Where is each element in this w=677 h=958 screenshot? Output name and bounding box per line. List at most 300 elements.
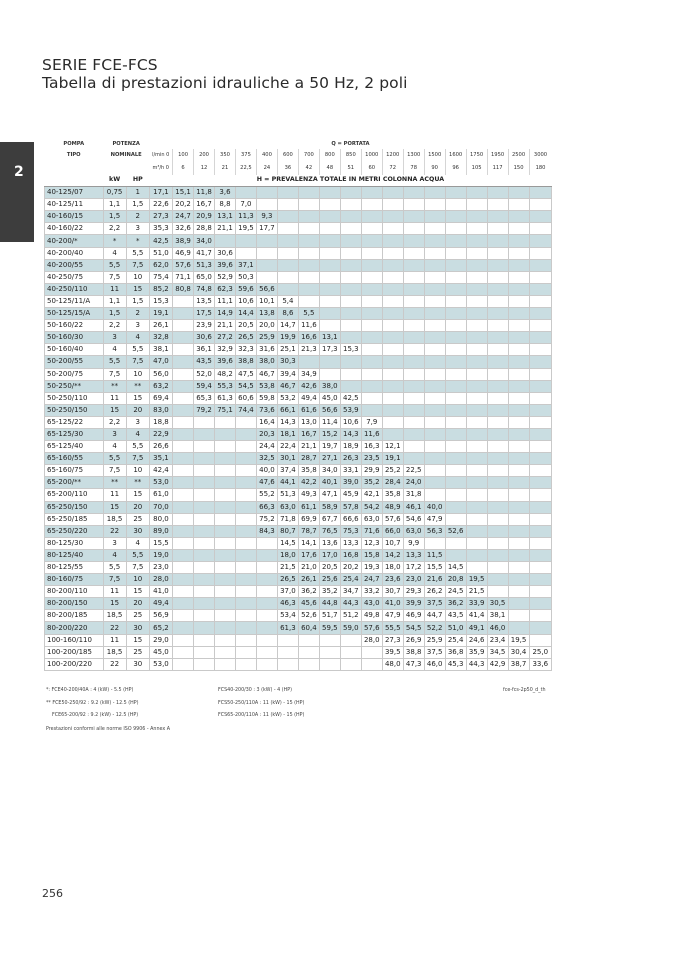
head-value: 52,6 bbox=[445, 525, 466, 537]
pump-model: 65-125/40 bbox=[45, 441, 104, 453]
power-kw: 7,5 bbox=[103, 271, 126, 283]
head-value: 13,6 bbox=[319, 537, 340, 549]
head-value: 24,0 bbox=[403, 477, 424, 489]
head-value bbox=[215, 562, 236, 574]
power-hp: 20 bbox=[126, 404, 149, 416]
head-value bbox=[194, 622, 215, 634]
head-value: 11,3 bbox=[235, 211, 256, 223]
head-value: 57,6 bbox=[382, 513, 403, 525]
flow-m3h-header: 48 bbox=[319, 162, 340, 175]
head-value bbox=[215, 465, 236, 477]
head-value: 33,9 bbox=[466, 598, 487, 610]
table-row bbox=[45, 441, 552, 453]
head-value bbox=[194, 646, 215, 658]
power-kw: ** bbox=[103, 380, 126, 392]
head-value bbox=[508, 441, 529, 453]
head-value: 73,6 bbox=[256, 404, 277, 416]
head-value: 34,0 bbox=[319, 465, 340, 477]
head-value: 15,1 bbox=[173, 187, 194, 199]
power-kw: 5,5 bbox=[103, 562, 126, 574]
table-row bbox=[45, 416, 552, 428]
head-at-zero-flow: 63,2 bbox=[149, 380, 172, 392]
head-value bbox=[466, 513, 487, 525]
power-hp: 25 bbox=[126, 646, 149, 658]
head-value: 30,7 bbox=[382, 586, 403, 598]
flow-lmin-header: 800 bbox=[319, 149, 340, 162]
pump-model: 100-160/110 bbox=[45, 634, 104, 646]
head-value bbox=[319, 259, 340, 271]
power-kw: 1,5 bbox=[103, 211, 126, 223]
head-value: 63,0 bbox=[277, 501, 298, 513]
power-kw: 4 bbox=[103, 441, 126, 453]
pump-model: 40-160/15 bbox=[45, 211, 104, 223]
head-value bbox=[340, 247, 361, 259]
head-value bbox=[361, 235, 382, 247]
head-value: 24,7 bbox=[173, 211, 194, 223]
power-hp: 30 bbox=[126, 658, 149, 670]
head-value: 29,3 bbox=[403, 586, 424, 598]
head-value bbox=[173, 344, 194, 356]
head-value bbox=[508, 199, 529, 211]
head-at-zero-flow: 18,8 bbox=[149, 416, 172, 428]
head-value: 43,5 bbox=[194, 356, 215, 368]
power-hp: 15 bbox=[126, 489, 149, 501]
head-at-zero-flow: 15,3 bbox=[149, 295, 172, 307]
head-value: 43,5 bbox=[445, 610, 466, 622]
head-value bbox=[403, 380, 424, 392]
head-value bbox=[194, 634, 215, 646]
head-value: 26,9 bbox=[403, 634, 424, 646]
head-at-zero-flow: 29,0 bbox=[149, 634, 172, 646]
head-value bbox=[424, 416, 445, 428]
head-value bbox=[361, 404, 382, 416]
head-value bbox=[487, 404, 508, 416]
head-value bbox=[319, 283, 340, 295]
flow-m3h-header: 105 bbox=[466, 162, 487, 175]
head-value bbox=[319, 658, 340, 670]
head-value: 14,4 bbox=[235, 308, 256, 320]
head-value bbox=[445, 368, 466, 380]
head-value bbox=[529, 416, 551, 428]
table-row bbox=[45, 283, 552, 295]
pump-model: 40-250/110 bbox=[45, 283, 104, 295]
power-hp: 5,5 bbox=[126, 441, 149, 453]
head-value bbox=[194, 598, 215, 610]
head-value bbox=[256, 259, 277, 271]
head-value bbox=[173, 453, 194, 465]
head-value bbox=[445, 295, 466, 307]
power-kw: 0,75 bbox=[103, 187, 126, 199]
head-at-zero-flow: 62,0 bbox=[149, 259, 172, 271]
head-value bbox=[215, 537, 236, 549]
head-value: 5,4 bbox=[277, 295, 298, 307]
head-value bbox=[424, 223, 445, 235]
iso-note: Prestazioni conformi alle norme ISO 9906 - Annex A bbox=[46, 727, 170, 732]
page-number: 256 bbox=[42, 887, 63, 900]
head-value: 63,0 bbox=[361, 513, 382, 525]
table-row bbox=[45, 622, 552, 634]
head-value: 42,1 bbox=[361, 489, 382, 501]
head-value: 36,2 bbox=[298, 586, 319, 598]
head-value bbox=[215, 453, 236, 465]
head-value: 59,0 bbox=[340, 622, 361, 634]
head-value: 60,6 bbox=[235, 392, 256, 404]
head-value bbox=[319, 271, 340, 283]
head-value bbox=[424, 453, 445, 465]
head-value: 75,1 bbox=[215, 404, 236, 416]
head-value bbox=[361, 187, 382, 199]
head-value: 11,5 bbox=[424, 549, 445, 561]
head-value bbox=[382, 428, 403, 440]
table-row bbox=[45, 247, 552, 259]
head-value bbox=[256, 199, 277, 211]
head-value bbox=[487, 211, 508, 223]
head-value bbox=[361, 247, 382, 259]
head-value bbox=[215, 416, 236, 428]
pump-model: 50-160/30 bbox=[45, 332, 104, 344]
page-subtitle: Tabella di prestazioni idrauliche a 50 Hz, 2 poli bbox=[42, 74, 408, 92]
head-value bbox=[529, 223, 551, 235]
head-value: 80,8 bbox=[173, 283, 194, 295]
head-value bbox=[173, 404, 194, 416]
head-value: 66,6 bbox=[340, 513, 361, 525]
head-value bbox=[361, 283, 382, 295]
footnote-3: FCE65-200/92 : 9.2 (kW) - 12.5 (HP) bbox=[52, 713, 139, 718]
head-value: 46,7 bbox=[256, 368, 277, 380]
head-value: 20,0 bbox=[256, 320, 277, 332]
table-row bbox=[45, 380, 552, 392]
head-value bbox=[256, 622, 277, 634]
head-value bbox=[487, 283, 508, 295]
power-hp: 10 bbox=[126, 574, 149, 586]
power-kw: 11 bbox=[103, 392, 126, 404]
power-kw: 4 bbox=[103, 344, 126, 356]
head-value bbox=[466, 537, 487, 549]
head-value bbox=[445, 392, 466, 404]
head-value bbox=[487, 562, 508, 574]
head-value bbox=[529, 368, 551, 380]
head-value bbox=[173, 477, 194, 489]
power-kw: 5,5 bbox=[103, 356, 126, 368]
head-value bbox=[466, 344, 487, 356]
head-value bbox=[487, 271, 508, 283]
head-value bbox=[361, 380, 382, 392]
head-value bbox=[361, 658, 382, 670]
head-value bbox=[173, 356, 194, 368]
power-hp: 5,5 bbox=[126, 247, 149, 259]
head-value bbox=[529, 428, 551, 440]
head-value bbox=[173, 525, 194, 537]
head-value: 40,0 bbox=[256, 465, 277, 477]
head-value bbox=[529, 586, 551, 598]
head-value: 39,5 bbox=[382, 646, 403, 658]
head-value bbox=[508, 465, 529, 477]
head-value bbox=[403, 187, 424, 199]
header-tipo: TIPO bbox=[66, 151, 81, 158]
head-value: 26,1 bbox=[298, 574, 319, 586]
head-value bbox=[487, 501, 508, 513]
head-value bbox=[340, 646, 361, 658]
header-nominale: NOMINALE bbox=[110, 151, 142, 158]
head-value bbox=[529, 392, 551, 404]
head-value: 66,1 bbox=[277, 404, 298, 416]
pump-model: 50-160/40 bbox=[45, 344, 104, 356]
pump-model: 80-125/30 bbox=[45, 537, 104, 549]
head-value bbox=[508, 574, 529, 586]
head-value bbox=[529, 320, 551, 332]
head-value bbox=[361, 295, 382, 307]
head-value bbox=[235, 658, 256, 670]
head-value bbox=[235, 574, 256, 586]
head-value bbox=[487, 320, 508, 332]
head-value bbox=[340, 356, 361, 368]
power-hp: 5,5 bbox=[126, 344, 149, 356]
power-hp: 2 bbox=[126, 308, 149, 320]
head-value: 20,5 bbox=[235, 320, 256, 332]
pump-model: 50-125/15/A bbox=[45, 308, 104, 320]
head-value bbox=[508, 271, 529, 283]
power-hp: 30 bbox=[126, 622, 149, 634]
power-kw: 18,5 bbox=[103, 513, 126, 525]
head-at-zero-flow: 42,5 bbox=[149, 235, 172, 247]
head-value bbox=[277, 247, 298, 259]
flow-m3h-header: 117 bbox=[487, 162, 508, 175]
head-value: 47,9 bbox=[382, 610, 403, 622]
head-value bbox=[277, 211, 298, 223]
head-value: 54,5 bbox=[403, 622, 424, 634]
head-at-zero-flow: 32,8 bbox=[149, 332, 172, 344]
head-value bbox=[529, 501, 551, 513]
head-value bbox=[340, 283, 361, 295]
head-value bbox=[487, 441, 508, 453]
head-value bbox=[277, 658, 298, 670]
pump-model: 65-160/55 bbox=[45, 453, 104, 465]
head-value: 36,1 bbox=[194, 344, 215, 356]
power-hp: 3 bbox=[126, 320, 149, 332]
head-value bbox=[235, 549, 256, 561]
head-value bbox=[361, 320, 382, 332]
head-value bbox=[403, 235, 424, 247]
head-value bbox=[194, 562, 215, 574]
head-value: 37,1 bbox=[235, 259, 256, 271]
power-kw: 18,5 bbox=[103, 610, 126, 622]
head-value: 37,5 bbox=[424, 646, 445, 658]
head-value bbox=[382, 283, 403, 295]
head-value bbox=[256, 574, 277, 586]
head-value bbox=[173, 658, 194, 670]
table-row bbox=[45, 489, 552, 501]
footnote-1: *: FCE40-200/40A : 4 (kW) - 5.5 (HP) bbox=[46, 688, 134, 693]
power-hp: 7,5 bbox=[126, 259, 149, 271]
head-value bbox=[256, 610, 277, 622]
head-value bbox=[403, 199, 424, 211]
power-hp: ** bbox=[126, 477, 149, 489]
head-value bbox=[445, 453, 466, 465]
pump-model: 65-250/220 bbox=[45, 525, 104, 537]
head-at-zero-flow: 19,1 bbox=[149, 308, 172, 320]
head-value: 38,0 bbox=[256, 356, 277, 368]
head-value: 30,4 bbox=[508, 646, 529, 658]
head-value: 20,2 bbox=[340, 562, 361, 574]
head-value: 84,3 bbox=[256, 525, 277, 537]
head-value: 30,1 bbox=[277, 453, 298, 465]
head-value: 18,1 bbox=[277, 428, 298, 440]
head-value: 75,2 bbox=[256, 513, 277, 525]
head-value bbox=[382, 259, 403, 271]
head-at-zero-flow: 42,4 bbox=[149, 465, 172, 477]
head-value bbox=[424, 247, 445, 259]
head-value bbox=[487, 477, 508, 489]
head-value: 13,1 bbox=[215, 211, 236, 223]
head-value: 17,3 bbox=[319, 344, 340, 356]
head-at-zero-flow: 53,0 bbox=[149, 477, 172, 489]
head-value: 46,3 bbox=[277, 598, 298, 610]
head-value bbox=[508, 320, 529, 332]
head-value bbox=[235, 465, 256, 477]
head-value: 37,4 bbox=[277, 465, 298, 477]
head-value: 25,1 bbox=[277, 344, 298, 356]
head-value bbox=[487, 549, 508, 561]
head-value bbox=[508, 598, 529, 610]
head-value: 13,5 bbox=[194, 295, 215, 307]
head-value bbox=[466, 247, 487, 259]
head-value: 10,6 bbox=[340, 416, 361, 428]
head-value bbox=[403, 259, 424, 271]
head-value bbox=[445, 308, 466, 320]
head-value bbox=[466, 441, 487, 453]
pump-model: 80-200/220 bbox=[45, 622, 104, 634]
head-value: 53,2 bbox=[277, 392, 298, 404]
head-value: 14,3 bbox=[340, 428, 361, 440]
head-value bbox=[235, 428, 256, 440]
head-at-zero-flow: 35,1 bbox=[149, 453, 172, 465]
head-value: 16,7 bbox=[194, 199, 215, 211]
head-value: 44,3 bbox=[340, 598, 361, 610]
head-value: 24,4 bbox=[256, 441, 277, 453]
head-value bbox=[235, 247, 256, 259]
head-value bbox=[466, 549, 487, 561]
performance-table bbox=[44, 140, 552, 671]
power-kw: 1,1 bbox=[103, 295, 126, 307]
head-value: 61,1 bbox=[298, 501, 319, 513]
head-value bbox=[424, 187, 445, 199]
head-value bbox=[508, 477, 529, 489]
head-value bbox=[173, 574, 194, 586]
flow-lmin-header: 700 bbox=[298, 149, 319, 162]
head-value: 75,3 bbox=[340, 525, 361, 537]
head-value bbox=[298, 634, 319, 646]
head-value bbox=[361, 392, 382, 404]
head-value bbox=[445, 223, 466, 235]
head-value: 59,8 bbox=[256, 392, 277, 404]
head-value bbox=[382, 344, 403, 356]
head-value: 20,8 bbox=[445, 574, 466, 586]
head-value bbox=[466, 501, 487, 513]
head-value: 15,3 bbox=[340, 344, 361, 356]
head-value: 61,6 bbox=[298, 404, 319, 416]
head-value bbox=[466, 380, 487, 392]
head-value bbox=[529, 283, 551, 295]
head-value: 16,4 bbox=[256, 416, 277, 428]
head-value: 49,3 bbox=[298, 489, 319, 501]
head-value bbox=[215, 525, 236, 537]
head-value bbox=[508, 187, 529, 199]
head-value bbox=[508, 211, 529, 223]
table-row bbox=[45, 308, 552, 320]
head-value bbox=[466, 453, 487, 465]
head-value bbox=[424, 235, 445, 247]
head-value bbox=[466, 416, 487, 428]
power-kw: 15 bbox=[103, 404, 126, 416]
head-value bbox=[487, 416, 508, 428]
head-value bbox=[382, 368, 403, 380]
table-row bbox=[45, 211, 552, 223]
footnote-2b: FCS50-250/110A : 11 (kW) - 15 (HP) bbox=[218, 701, 305, 706]
head-value bbox=[319, 308, 340, 320]
flow-lmin-header: 1950 bbox=[487, 149, 508, 162]
head-value: 52,2 bbox=[424, 622, 445, 634]
power-hp: 1,5 bbox=[126, 199, 149, 211]
head-value: 48,9 bbox=[382, 501, 403, 513]
head-value: 65,0 bbox=[194, 271, 215, 283]
head-value: 20,5 bbox=[319, 562, 340, 574]
power-hp: 25 bbox=[126, 513, 149, 525]
table-row bbox=[45, 332, 552, 344]
head-value bbox=[382, 211, 403, 223]
pump-model: 50-160/22 bbox=[45, 320, 104, 332]
head-value: 32,3 bbox=[235, 344, 256, 356]
head-value bbox=[277, 235, 298, 247]
head-value: 60,4 bbox=[298, 622, 319, 634]
head-value: 48,0 bbox=[382, 658, 403, 670]
flow-lmin-header: 1500 bbox=[424, 149, 445, 162]
head-value: 45,6 bbox=[298, 598, 319, 610]
head-value bbox=[529, 598, 551, 610]
head-at-zero-flow: 41,0 bbox=[149, 586, 172, 598]
head-value bbox=[173, 416, 194, 428]
head-value bbox=[340, 320, 361, 332]
head-value bbox=[466, 368, 487, 380]
head-value bbox=[173, 489, 194, 501]
head-value bbox=[508, 489, 529, 501]
document-code: fce-fcs-2p50_d_th bbox=[503, 688, 546, 693]
flow-m3h-header: 51 bbox=[340, 162, 361, 175]
head-value: 19,5 bbox=[466, 574, 487, 586]
head-value bbox=[403, 247, 424, 259]
head-value: 45,9 bbox=[340, 489, 361, 501]
head-value bbox=[256, 634, 277, 646]
head-at-zero-flow: 70,0 bbox=[149, 501, 172, 513]
head-value bbox=[319, 247, 340, 259]
head-value bbox=[361, 356, 382, 368]
head-value: 35,9 bbox=[466, 646, 487, 658]
head-value: 66,3 bbox=[256, 501, 277, 513]
head-value bbox=[340, 380, 361, 392]
pump-model: 65-125/22 bbox=[45, 416, 104, 428]
head-value bbox=[466, 428, 487, 440]
head-value bbox=[215, 441, 236, 453]
head-value: 23,4 bbox=[487, 634, 508, 646]
pump-model: 65-160/75 bbox=[45, 465, 104, 477]
head-value bbox=[487, 247, 508, 259]
head-value: 51,3 bbox=[194, 259, 215, 271]
head-value: 19,5 bbox=[235, 223, 256, 235]
head-value bbox=[382, 247, 403, 259]
head-value: 9,9 bbox=[403, 537, 424, 549]
head-value bbox=[529, 453, 551, 465]
head-value: 16,7 bbox=[298, 428, 319, 440]
head-value: 24,5 bbox=[445, 586, 466, 598]
